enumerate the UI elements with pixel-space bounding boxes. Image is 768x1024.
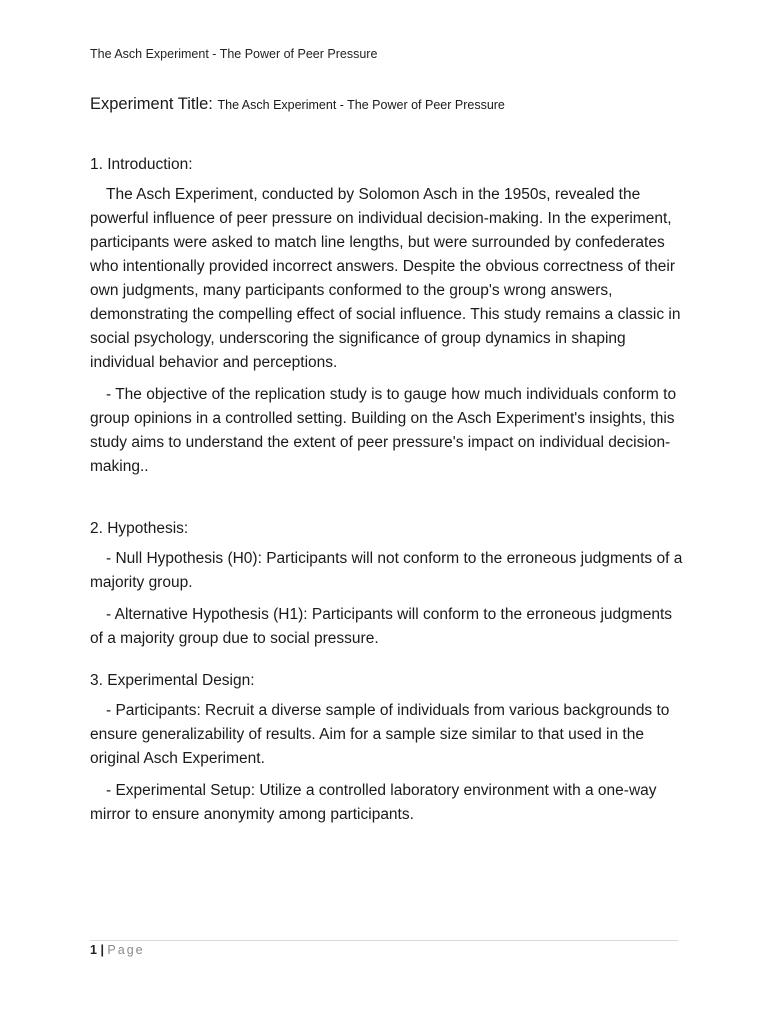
document-body (90, 92, 685, 835)
section-hypothesis (90, 517, 685, 651)
paragraph: - Null Hypothesis (H0): Participants will not conform to the erroneous judgments of a majority group. (90, 550, 683, 591)
page-word: Page (107, 943, 145, 957)
page-number: 1 (90, 943, 97, 957)
section-heading: 3. Experimental Design: (90, 672, 255, 689)
paragraph: - Participants: Recruit a diverse sample of individuals from various backgrounds to ensure generalizability of results. Aim for a sample size similar to that used in the original Asch Experiment. (90, 702, 670, 767)
section-introduction (90, 153, 685, 479)
section-heading: 1. Introduction: (90, 156, 193, 173)
title-value: The Asch Experiment - The Power of Peer Pressure (217, 98, 505, 112)
title-label: Experiment Title: (90, 95, 213, 113)
paragraph: - The objective of the replication study is to gauge how much individuals conform to group opinions in a controlled setting. Building on the Asch Experiment's insights, this study aims to understand the extent of peer pressure's impact on individual decision-making.. (90, 386, 677, 475)
spacer (90, 659, 685, 669)
paragraph: - Alternative Hypothesis (H1): Participants will conform to the erroneous judgments of a majority group due to social pressure. (90, 606, 672, 647)
section-experimental-design (90, 669, 685, 827)
experiment-title (90, 92, 685, 117)
footer-separator: | (100, 943, 104, 957)
spacer (90, 487, 685, 517)
section-heading: 2. Hypothesis: (90, 520, 189, 537)
paragraph: - Experimental Setup: Utilize a controlled laboratory environment with a one-way mirror to ensure anonymity among participants. (90, 782, 657, 823)
footer-divider (90, 940, 678, 941)
running-header: The Asch Experiment - The Power of Peer Pressure (90, 47, 378, 61)
page-footer (90, 943, 145, 957)
paragraph: The Asch Experiment, conducted by Solomon Asch in the 1950s, revealed the powerful influence of peer pressure on individual decision-making. In the experiment, participants were asked to match line lengths, but were surrounded by confederates who intentionally provided incorrect answers. Despite the obvious correctness of their own judgments, many participants conformed to the group's wrong answers, demonstrating the compelling effect of social influence. This study remains a classic in social psychology, underscoring the significance of group dynamics in shaping individual behavior and perceptions. (90, 186, 681, 371)
